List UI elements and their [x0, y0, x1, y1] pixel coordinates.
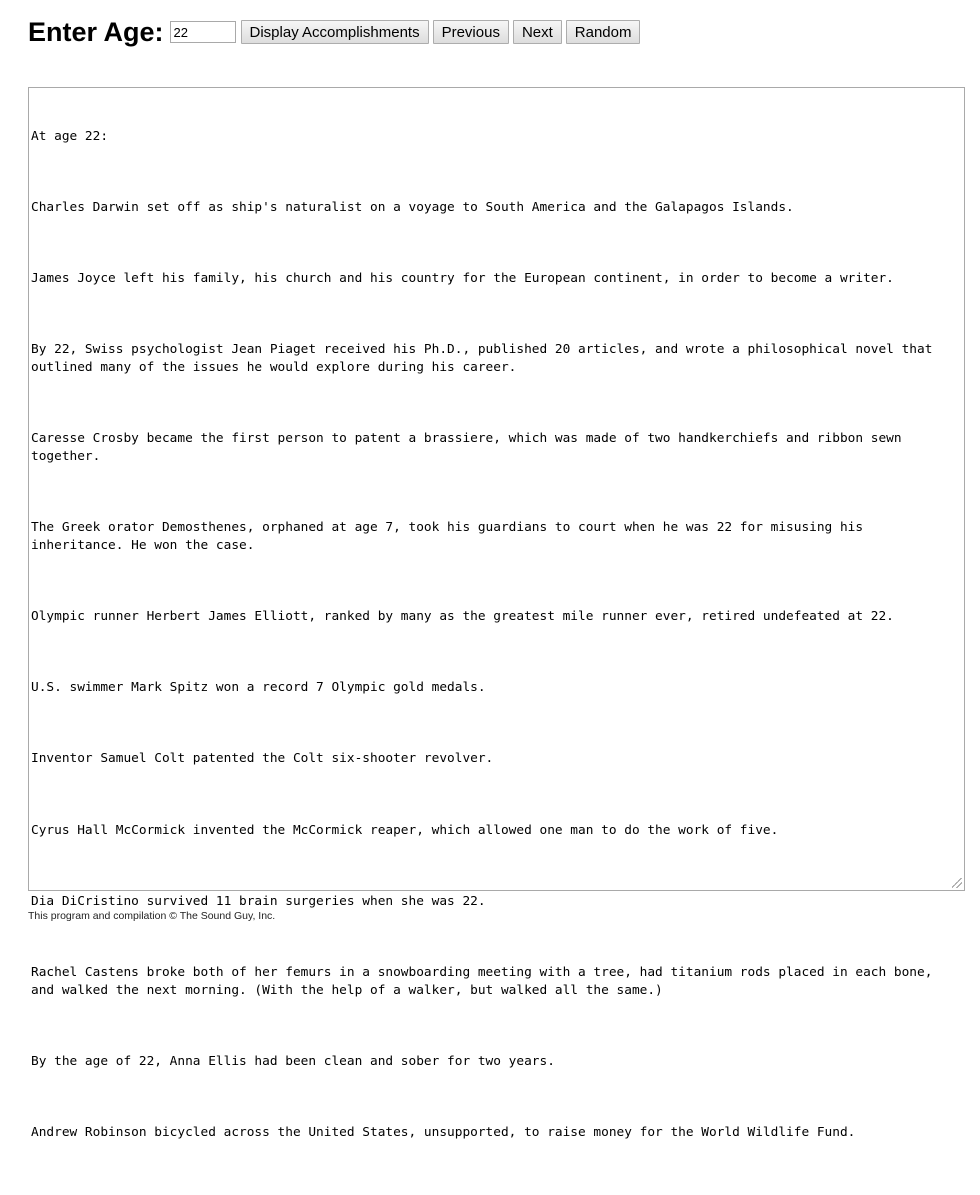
resize-grip-icon[interactable]: [952, 878, 962, 888]
list-item: By 22, Swiss psychologist Jean Piaget received his Ph.D., published 20 articles, and wrote a philosophical novel that outlined many of the issues he would explore during his career.: [31, 342, 941, 375]
list-item: U.S. swimmer Mark Spitz won a record 7 Olympic gold medals.: [31, 680, 486, 696]
list-item: Inventor Samuel Colt patented the Colt six-shooter revolver.: [31, 751, 494, 767]
list-item: Andrew Robinson bicycled across the United States, unsupported, to raise money for the World Wildlife Fund.: [31, 1125, 856, 1141]
display-accomplishments-button[interactable]: Display Accomplishments: [241, 20, 429, 44]
random-button[interactable]: Random: [566, 20, 641, 44]
next-button[interactable]: Next: [513, 20, 562, 44]
list-item: Rachel Castens broke both of her femurs in a snowboarding meeting with a tree, had titanium rods placed in each bone, and walked the next morning. (With the help of a walker, but walked all the same.): [31, 965, 941, 998]
age-controls: [28, 12, 644, 52]
previous-button[interactable]: Previous: [433, 20, 509, 44]
page-title: Enter Age:: [28, 16, 164, 47]
list-item: The Greek orator Demosthenes, orphaned at age 7, took his guardians to court when he was 22 for misusing his inheritance. He won the case.: [31, 520, 871, 553]
list-item: Dia DiCristino survived 11 brain surgeries when she was 22.: [31, 893, 486, 909]
list-item: Charles Darwin set off as ship's naturalist on a voyage to South America and the Galapagos Islands.: [31, 199, 794, 215]
copyright-footer: This program and compilation © The Sound Guy, Inc.: [28, 910, 276, 922]
list-item: Cyrus Hall McCormick invented the McCormick reaper, which allowed one man to do the work of five.: [31, 822, 779, 838]
list-item: Caresse Crosby became the first person to patent a brassiere, which was made of two handkerchiefs and ribbon sewn together.: [31, 431, 910, 464]
age-input[interactable]: [170, 21, 236, 43]
list-item: By the age of 22, Anna Ellis had been clean and sober for two years.: [31, 1054, 555, 1070]
list-item: Olympic runner Herbert James Elliott, ranked by many as the greatest mile runner ever, retired undefeated at 22.: [31, 609, 894, 625]
output-heading: At age 22:: [31, 128, 109, 144]
list-item: James Joyce left his family, his church and his country for the European continent, in order to become a writer.: [31, 270, 894, 286]
